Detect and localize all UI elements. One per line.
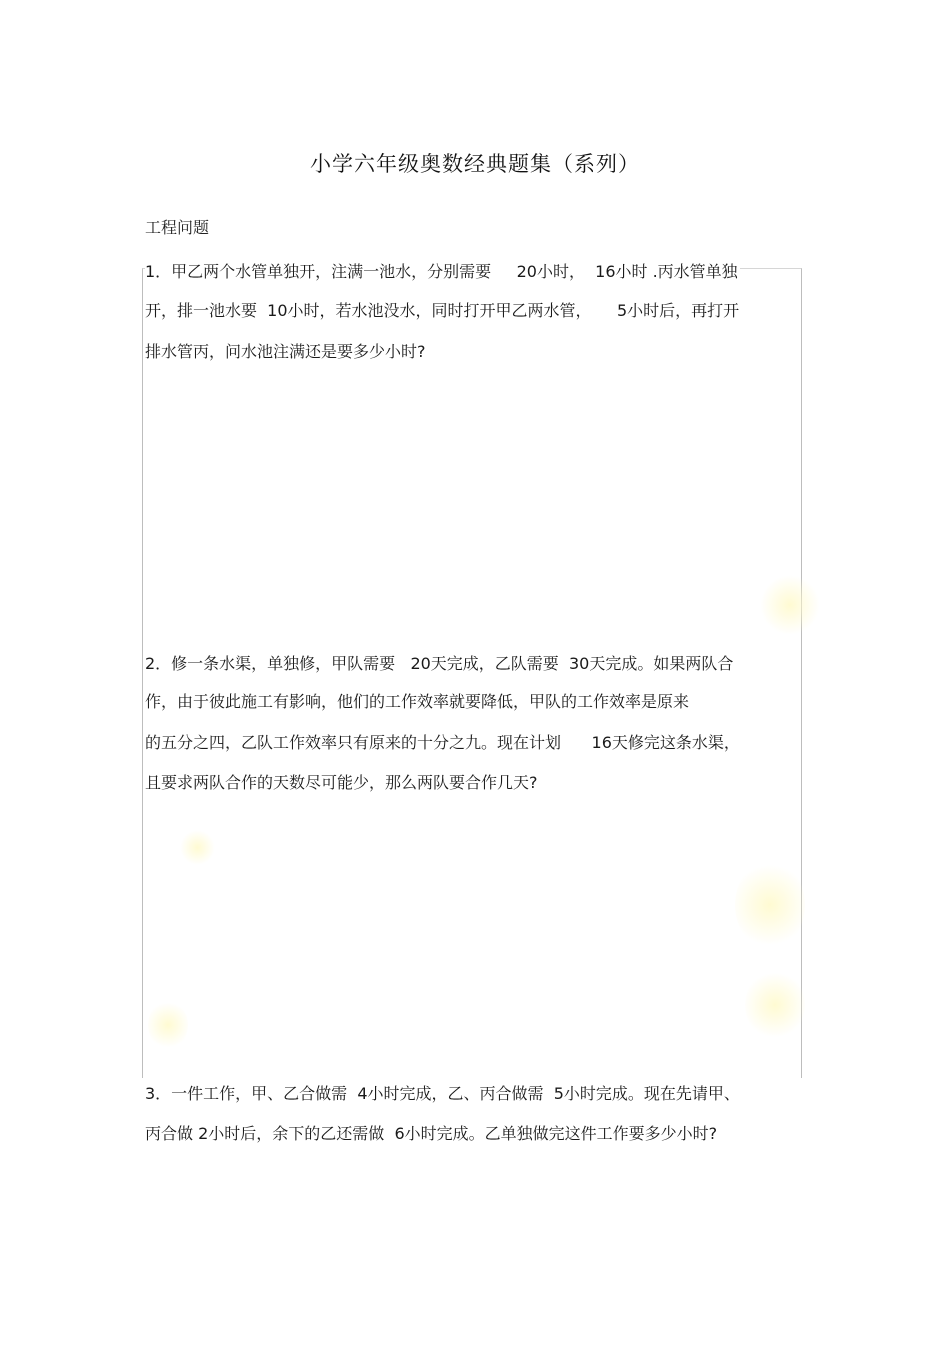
problem-1-line-2: 开，排一池水要 10小时，若水池没水，同时打开甲乙两水管， 5小时后，再打开	[145, 298, 741, 321]
problem-2-line-2: 作，由于彼此施工有影响，他们的工作效率就要降低，甲队的工作效率是原来	[145, 689, 691, 712]
section-heading: 工程问题	[145, 218, 210, 237]
background-stain	[148, 1000, 188, 1050]
problem-2-line-4: 且要求两队合作的天数尽可能少，那么两队要合作几天?	[145, 770, 540, 793]
background-stain	[745, 970, 805, 1040]
background-stain	[735, 860, 805, 950]
problem-2-line-3: 的五分之四，乙队工作效率只有原来的十分之九。现在计划 16天修完这条水渠，	[145, 730, 742, 753]
problem-3-line-2: 丙合做 2小时后，余下的乙还需做 6小时完成。乙单独做完这件工作要多少小时?	[145, 1121, 719, 1144]
problem-1-line-1: 1．甲乙两个水管单独开，注满一池水，分别需要 20小时， 16小时 .丙水管单独	[145, 259, 740, 282]
background-stain	[180, 830, 215, 865]
problem-3-line-1: 3．一件工作，甲、乙合做需 4小时完成，乙、丙合做需 5小时完成。现在先请甲、	[145, 1081, 742, 1104]
problem-2-line-1: 2．修一条水渠，单独修，甲队需要 20天完成，乙队需要 30天完成。如果两队合	[145, 651, 735, 674]
background-stain	[760, 575, 820, 635]
problem-1-line-3: 排水管丙，问水池注满还是要多少小时?	[145, 339, 428, 362]
page-title: 小学六年级奥数经典题集（系列）	[310, 152, 640, 176]
